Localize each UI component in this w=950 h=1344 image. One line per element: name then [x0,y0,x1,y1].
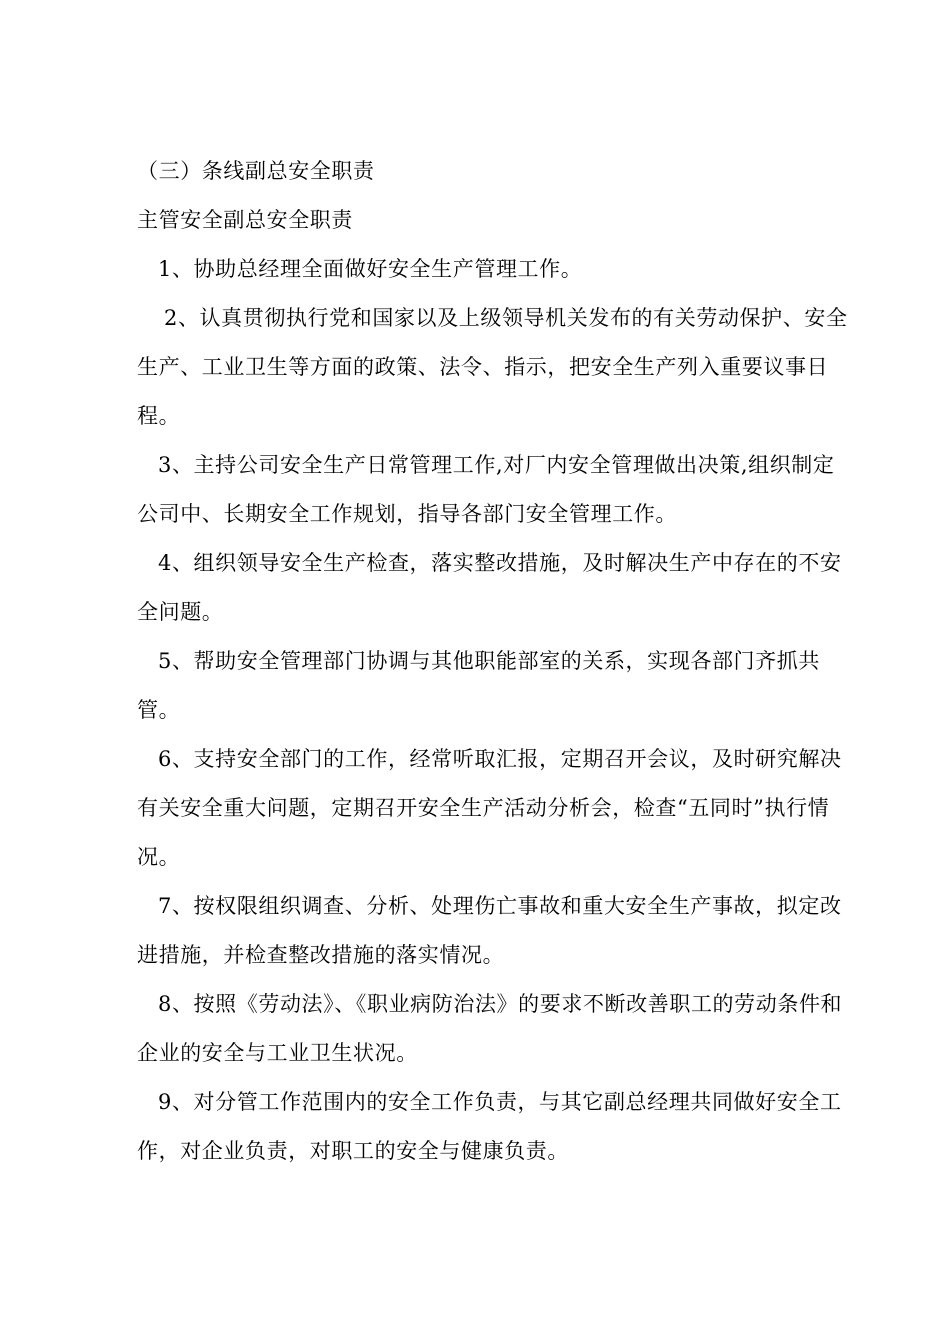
duty-item-9: 9、对分管工作范围内的安全工作负责，与其它副总经理共同做好安全工作，对企业负责，对职工的安全与健康负责。 [137,1090,842,1163]
duty-item-4: 4、组织领导安全生产检查，落实整改措施，及时解决生产中存在的不安全问题。 [137,551,842,624]
duty-item-2: 2、认真贯彻执行党和国家以及上级领导机关发布的有关劳动保护、安全生产、工业卫生等方面的政策、法令、指示，把安全生产列入重要议事日程。 [137,306,848,428]
duty-item-8: 8、按照《劳动法》、《职业病防治法》的要求不断改善职工的劳动条件和企业的安全与工业卫生状况。 [137,992,843,1065]
section-heading: （三）条线副总安全职责 [137,159,375,183]
duty-item-1: 1、协助总经理全面做好安全生产管理工作。 [158,257,583,281]
duty-item-7: 7、按权限组织调查、分析、处理伤亡事故和重大安全生产事故，拟定改进措施，并检查整改措施的落实情况。 [137,894,842,967]
document-body [137,147,851,1176]
subheading: 主管安全副总安全职责 [137,208,353,232]
duty-item-6: 6、支持安全部门的工作，经常听取汇报，定期召开会议，及时研究解决有关安全重大问题，定期召开安全生产活动分析会，检查“五同时”执行情况。 [137,747,842,869]
duty-item-3: 3、主持公司安全生产日常管理工作,对厂内安全管理做出决策,组织制定公司中、长期安全工作规划，指导各部门安全管理工作。 [137,453,835,526]
duty-item-5: 5、帮助安全管理部门协调与其他职能部室的关系，实现各部门齐抓共管。 [137,649,820,722]
